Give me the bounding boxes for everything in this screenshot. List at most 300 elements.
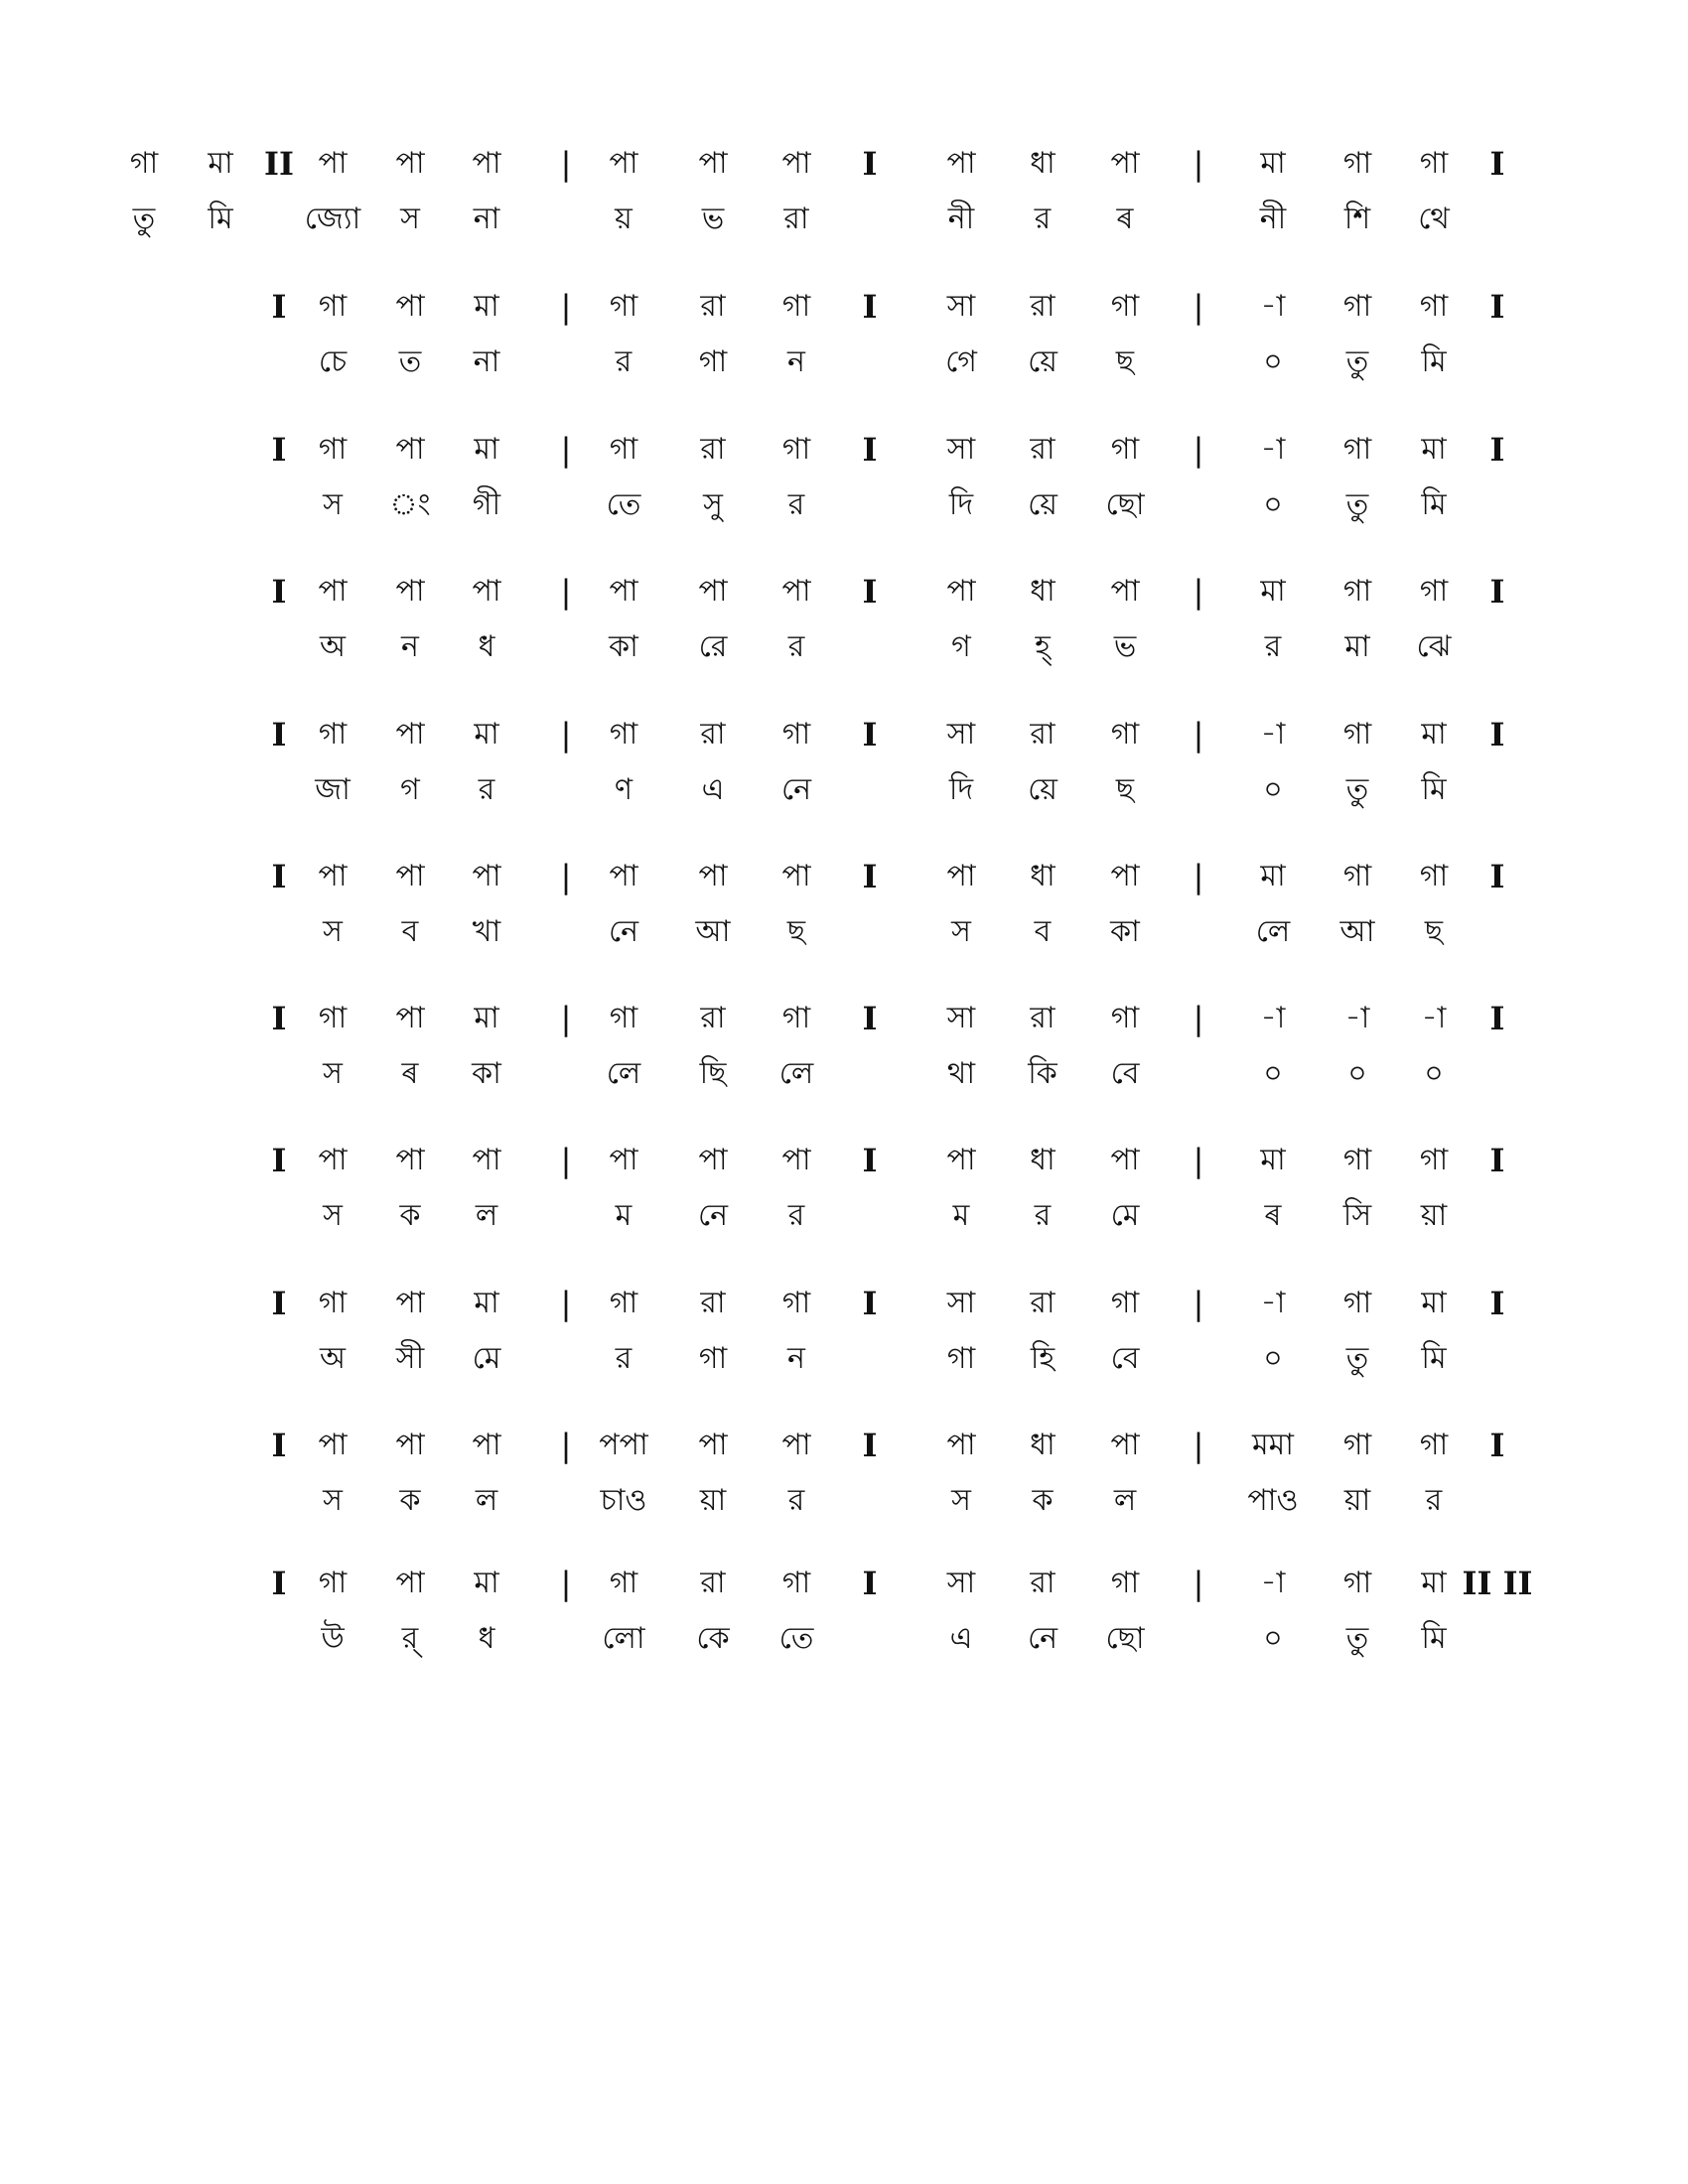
lyric-syllable: গ	[951, 629, 971, 664]
notes-line	[0, 1136, 1688, 1185]
lyric-syllable: র	[787, 487, 805, 522]
minor-barline: |	[1193, 716, 1204, 753]
lyric-syllable: থে	[1418, 202, 1450, 236]
minor-barline: |	[1193, 431, 1204, 469]
lyric-syllable: ল	[1113, 1483, 1137, 1518]
minor-barline: |	[560, 1000, 572, 1037]
lyric-syllable: ক	[1032, 1483, 1054, 1518]
lyric-syllable: খা	[472, 914, 501, 949]
note: গা	[1342, 1566, 1372, 1600]
lyric-syllable: মি	[1421, 772, 1447, 807]
note: মা	[1260, 146, 1286, 181]
note: রা	[700, 1001, 726, 1035]
lyrics-line	[0, 1049, 1688, 1099]
lyric-syllable: ছি	[699, 1056, 727, 1091]
note: রা	[700, 717, 726, 751]
minor-barline: |	[560, 1427, 572, 1464]
minor-barline: |	[1193, 573, 1204, 611]
note: পা	[395, 1428, 425, 1462]
notes-line	[0, 1279, 1688, 1328]
lyric-syllable: দি	[948, 487, 974, 522]
note: গা	[781, 1566, 811, 1600]
lyric-syllable: ল	[475, 1198, 498, 1233]
lyric-syllable: ং	[389, 487, 431, 522]
lyric-syllable: ধ	[478, 629, 495, 664]
note: পা	[946, 859, 976, 893]
note: গা	[781, 1001, 811, 1035]
minor-barline: |	[560, 288, 572, 326]
lyrics-line	[0, 480, 1688, 530]
end-barline: I	[1489, 1142, 1505, 1179]
note: পা	[395, 1286, 425, 1320]
note: পা	[781, 859, 811, 893]
lyric-syllable: সি	[1342, 1198, 1372, 1233]
lyric-syllable: য়া	[1343, 1483, 1371, 1518]
lyric-syllable: ০	[1263, 1341, 1283, 1376]
note: পা	[395, 574, 425, 609]
note: গা	[1419, 1143, 1449, 1177]
open-barline: I	[271, 1427, 287, 1464]
note: মা	[474, 1001, 499, 1035]
lyric-syllable: র	[1034, 1198, 1052, 1233]
note: গা	[781, 289, 811, 324]
end-barline: II II	[1462, 1565, 1533, 1602]
end-barline: I	[1489, 288, 1505, 326]
note: পা	[1110, 1143, 1140, 1177]
lyric-syllable: লো	[602, 1621, 645, 1656]
note: পা	[698, 1143, 728, 1177]
notes-line	[0, 994, 1688, 1043]
open-barline: I	[271, 1285, 287, 1322]
stanza-5	[0, 710, 1688, 819]
note: গা	[1419, 146, 1449, 181]
major-barline: I	[862, 145, 878, 183]
lyric-syllable: ব	[1034, 914, 1052, 949]
lyric-syllable: গে	[945, 344, 977, 379]
minor-barline: |	[1193, 1565, 1204, 1602]
lyric-syllable: চে	[318, 344, 348, 379]
lyrics-line	[0, 1614, 1688, 1664]
note: রা	[1030, 1286, 1055, 1320]
minor-barline: |	[1193, 1000, 1204, 1037]
notes-line	[0, 1421, 1688, 1470]
note: গা	[1419, 1428, 1449, 1462]
lyric-syllable: ০	[1263, 772, 1283, 807]
lyric-syllable: ণ	[614, 772, 633, 807]
stanza-9	[0, 1279, 1688, 1388]
minor-barline: |	[1193, 1427, 1204, 1464]
lyric-syllable: এ	[949, 1621, 973, 1656]
lyric-syllable: য়া	[1420, 1198, 1448, 1233]
note: গা	[318, 1286, 348, 1320]
lyric-syllable: গা	[946, 1341, 976, 1376]
lyric-syllable: গা	[698, 1341, 728, 1376]
note: পা	[609, 1143, 638, 1177]
note: পা	[781, 1143, 811, 1177]
stanza-2	[0, 282, 1688, 391]
open-barline: I	[271, 1565, 287, 1602]
note: পা	[395, 146, 425, 181]
lyric-syllable: স	[323, 487, 343, 522]
stanza-1	[0, 139, 1688, 248]
stanza-8	[0, 1136, 1688, 1245]
lyric-syllable: না	[473, 202, 500, 236]
note: গা	[781, 432, 811, 467]
lyric-syllable: নে	[697, 1198, 729, 1233]
note: পা	[472, 146, 501, 181]
lyrics-line	[0, 622, 1688, 672]
note: গা	[1110, 1566, 1140, 1600]
lyric-syllable: লে	[1255, 914, 1291, 949]
note: -া	[1260, 1001, 1286, 1035]
lyric-syllable: ০	[1263, 344, 1283, 379]
note: -া	[1260, 432, 1286, 467]
note: গা	[1419, 574, 1449, 609]
note: ধা	[1030, 1143, 1055, 1177]
note: মা	[1421, 432, 1447, 467]
note: পা	[781, 574, 811, 609]
note: পা	[1110, 146, 1140, 181]
note: গা	[1342, 432, 1372, 467]
note: ধা	[1030, 1428, 1055, 1462]
lyric-syllable: অ	[320, 1341, 346, 1376]
lyric-syllable: কি	[1028, 1056, 1057, 1091]
note: পা	[472, 1428, 501, 1462]
note: পা	[395, 859, 425, 893]
major-barline: I	[862, 1427, 878, 1464]
major-barline: I	[862, 573, 878, 611]
lyric-syllable: মি	[1421, 1341, 1447, 1376]
note: গা	[318, 717, 348, 751]
note: পা	[946, 1143, 976, 1177]
lyric-syllable: কা	[472, 1056, 501, 1091]
lyric-syllable: সী	[395, 1341, 425, 1376]
note: গা	[1110, 432, 1140, 467]
end-barline: I	[1489, 1000, 1505, 1037]
note: পপা	[599, 1428, 648, 1462]
note: গা	[1342, 574, 1372, 609]
note: পা	[781, 146, 811, 181]
note: পা	[698, 859, 728, 893]
lyric-syllable: স	[400, 202, 420, 236]
note: পা	[318, 1143, 348, 1177]
stanza-4	[0, 567, 1688, 676]
lyric-syllable: শি	[1343, 202, 1371, 236]
note: পা	[1110, 574, 1140, 609]
note: পা	[318, 1428, 348, 1462]
note: গা	[609, 1566, 638, 1600]
lyric-syllable: তু	[1345, 1621, 1369, 1656]
note: পা	[946, 146, 976, 181]
note: রা	[1030, 1001, 1055, 1035]
stanza-6	[0, 852, 1688, 961]
lyric-syllable: য়া	[699, 1483, 727, 1518]
note: মা	[474, 717, 499, 751]
note: -া	[1344, 1001, 1370, 1035]
open-barline: I	[271, 573, 287, 611]
major-barline: I	[862, 431, 878, 469]
lyric-syllable: র	[787, 1198, 805, 1233]
lyric-syllable: থা	[946, 1056, 976, 1091]
lyric-syllable: ছ	[1115, 344, 1135, 379]
note: -া	[1260, 1286, 1286, 1320]
lyric-syllable: আ	[695, 914, 731, 949]
note: রা	[700, 1286, 726, 1320]
lyric-syllable: কা	[609, 629, 638, 664]
stanza-3	[0, 425, 1688, 534]
major-barline: I	[862, 1565, 878, 1602]
end-barline: I	[1489, 1285, 1505, 1322]
note: মা	[208, 146, 233, 181]
minor-barline: |	[1193, 1142, 1204, 1179]
lyric-syllable: ছ	[1115, 772, 1135, 807]
note: -া	[1260, 289, 1286, 324]
lyric-syllable: ০	[1424, 1056, 1444, 1091]
minor-barline: |	[560, 1285, 572, 1322]
lyric-syllable: ন	[401, 629, 419, 664]
note: গা	[1342, 1286, 1372, 1320]
lyric-syllable: ছো	[1105, 1621, 1145, 1656]
note: পা	[472, 1143, 501, 1177]
minor-barline: |	[1193, 1285, 1204, 1322]
lyric-syllable: নী	[947, 202, 975, 236]
note: পা	[395, 432, 425, 467]
lyric-syllable: য়ে	[1028, 487, 1057, 522]
note: পা	[472, 574, 501, 609]
note: রা	[1030, 289, 1055, 324]
note: সা	[946, 432, 976, 467]
lyric-syllable: র	[787, 1483, 805, 1518]
note: সা	[946, 1566, 976, 1600]
minor-barline: |	[1193, 858, 1204, 895]
minor-barline: |	[560, 1142, 572, 1179]
note: পা	[946, 574, 976, 609]
notes-line	[0, 282, 1688, 332]
stanza-7	[0, 994, 1688, 1103]
lyric-syllable: উ	[321, 1621, 345, 1656]
note: রা	[1030, 717, 1055, 751]
lyric-syllable: স	[323, 1483, 343, 1518]
minor-barline: |	[560, 145, 572, 183]
note: সা	[946, 289, 976, 324]
note: গা	[1110, 1001, 1140, 1035]
lyric-syllable: ০	[1263, 487, 1283, 522]
lyric-syllable: তু	[1345, 1341, 1369, 1376]
minor-barline: |	[560, 716, 572, 753]
lyric-syllable: ত	[398, 344, 422, 379]
note: পা	[395, 1001, 425, 1035]
note: ধা	[1030, 859, 1055, 893]
lyric-syllable: ম	[952, 1198, 970, 1233]
note: সা	[946, 1001, 976, 1035]
lyric-syllable: য়	[615, 202, 633, 236]
note: -া	[1260, 717, 1286, 751]
lyric-syllable: ৰ	[401, 1056, 419, 1091]
lyrics-line	[0, 907, 1688, 957]
end-barline: I	[1489, 573, 1505, 611]
lyric-syllable: ০	[1263, 1056, 1283, 1091]
note: পা	[318, 146, 348, 181]
minor-barline: |	[560, 431, 572, 469]
lyric-syllable: ৰ	[1116, 202, 1134, 236]
lyric-syllable: পাও	[1247, 1483, 1299, 1518]
lyric-syllable: মি	[1421, 344, 1447, 379]
note: মা	[474, 1286, 499, 1320]
lyric-syllable: মা	[1344, 629, 1370, 664]
note: গা	[129, 146, 159, 181]
lyric-syllable: স	[323, 1056, 343, 1091]
major-barline: I	[862, 1285, 878, 1322]
note: গা	[609, 289, 638, 324]
note: গা	[609, 432, 638, 467]
major-barline: I	[862, 1142, 878, 1179]
note: মা	[1260, 1143, 1286, 1177]
open-barline: I	[271, 1000, 287, 1037]
note: সা	[946, 1286, 976, 1320]
note: মা	[1421, 1566, 1447, 1600]
end-barline: I	[1489, 1427, 1505, 1464]
lyric-syllable: নী	[1259, 202, 1287, 236]
note: পা	[609, 859, 638, 893]
note: গা	[609, 1001, 638, 1035]
open-barline: II	[264, 145, 294, 183]
notes-line	[0, 425, 1688, 475]
lyric-syllable: ন	[787, 344, 805, 379]
note: -া	[1260, 1566, 1286, 1600]
end-barline: I	[1489, 858, 1505, 895]
lyric-syllable: মে	[1110, 1198, 1140, 1233]
note: গা	[1342, 859, 1372, 893]
lyrics-line	[0, 765, 1688, 815]
lyric-syllable: বে	[1110, 1056, 1140, 1091]
note: পা	[318, 574, 348, 609]
end-barline: I	[1489, 145, 1505, 183]
lyric-syllable: ব	[401, 914, 419, 949]
note: মা	[1421, 717, 1447, 751]
lyric-syllable: না	[473, 344, 500, 379]
note: পা	[472, 859, 501, 893]
lyric-syllable: স	[951, 1483, 971, 1518]
lyrics-line	[0, 195, 1688, 244]
stanza-10	[0, 1421, 1688, 1530]
lyric-syllable: লে	[606, 1056, 641, 1091]
lyric-syllable: স	[323, 1198, 343, 1233]
note: গা	[1342, 1428, 1372, 1462]
lyric-syllable: র	[615, 1341, 633, 1376]
lyric-syllable: ভ	[701, 202, 725, 236]
lyric-syllable: মি	[1421, 1621, 1447, 1656]
note: মা	[474, 1566, 499, 1600]
note: গা	[1110, 717, 1140, 751]
lyric-syllable: তে	[606, 487, 641, 522]
note: পা	[609, 146, 638, 181]
note: গা	[1342, 289, 1372, 324]
lyric-syllable: রে	[698, 629, 728, 664]
note: গা	[318, 289, 348, 324]
lyric-syllable: ছ	[1424, 914, 1444, 949]
lyric-syllable: তে	[778, 1621, 814, 1656]
note: গা	[318, 432, 348, 467]
lyric-syllable: তু	[1345, 772, 1369, 807]
lyric-syllable: স	[951, 914, 971, 949]
note: ধা	[1030, 574, 1055, 609]
lyric-syllable: ঝে	[1416, 629, 1452, 664]
note: পা	[609, 574, 638, 609]
minor-barline: |	[1193, 145, 1204, 183]
lyric-syllable: দি	[948, 772, 974, 807]
note: মা	[1421, 1286, 1447, 1320]
major-barline: I	[862, 288, 878, 326]
end-barline: I	[1489, 431, 1505, 469]
note: পা	[395, 1143, 425, 1177]
note: পা	[395, 1566, 425, 1600]
minor-barline: |	[560, 858, 572, 895]
note: গা	[318, 1001, 348, 1035]
note: গা	[1110, 1286, 1140, 1320]
lyric-syllable: হি	[1030, 1341, 1055, 1376]
note: রা	[700, 1566, 726, 1600]
lyric-syllable: স	[323, 914, 343, 949]
note: সা	[946, 717, 976, 751]
lyric-syllable: ভ	[1113, 629, 1137, 664]
notes-line	[0, 139, 1688, 189]
minor-barline: |	[1193, 288, 1204, 326]
note: রা	[700, 289, 726, 324]
lyric-syllable: ধ	[478, 1621, 495, 1656]
lyric-syllable: র্	[401, 1621, 419, 1656]
stanza-11	[0, 1559, 1688, 1668]
lyric-syllable: র	[615, 344, 633, 379]
lyric-syllable: য়ে	[1028, 772, 1057, 807]
lyric-syllable: মে	[472, 1341, 501, 1376]
note: রা	[1030, 1566, 1055, 1600]
lyric-syllable: লে	[778, 1056, 814, 1091]
note: পা	[781, 1428, 811, 1462]
lyric-syllable: সু	[703, 487, 723, 522]
note: পা	[1110, 1428, 1140, 1462]
lyric-syllable: তু	[132, 202, 156, 236]
note: পা	[698, 574, 728, 609]
lyric-syllable: অ	[320, 629, 346, 664]
note: মা	[474, 432, 499, 467]
note: মা	[1260, 859, 1286, 893]
lyrics-line	[0, 338, 1688, 387]
notes-line	[0, 1559, 1688, 1608]
lyric-syllable: ন	[787, 1341, 805, 1376]
lyric-syllable: তু	[1345, 344, 1369, 379]
open-barline: I	[271, 288, 287, 326]
note: রা	[1030, 432, 1055, 467]
major-barline: I	[862, 1000, 878, 1037]
lyric-syllable: র	[1264, 629, 1282, 664]
note: গা	[1342, 1143, 1372, 1177]
lyric-syllable: কে	[696, 1621, 730, 1656]
note: গা	[1342, 717, 1372, 751]
lyric-syllable: জা	[315, 772, 351, 807]
lyric-syllable: নে	[608, 914, 639, 949]
note: গা	[609, 1286, 638, 1320]
lyric-syllable: হ্	[1035, 629, 1051, 664]
note: -া	[1421, 1001, 1447, 1035]
lyric-syllable: ছো	[1105, 487, 1145, 522]
note: গা	[781, 1286, 811, 1320]
lyric-syllable: নে	[780, 772, 812, 807]
major-barline: I	[862, 858, 878, 895]
note: পা	[395, 289, 425, 324]
lyric-syllable: র	[787, 629, 805, 664]
note: পা	[698, 1428, 728, 1462]
lyric-syllable: র	[478, 772, 495, 807]
